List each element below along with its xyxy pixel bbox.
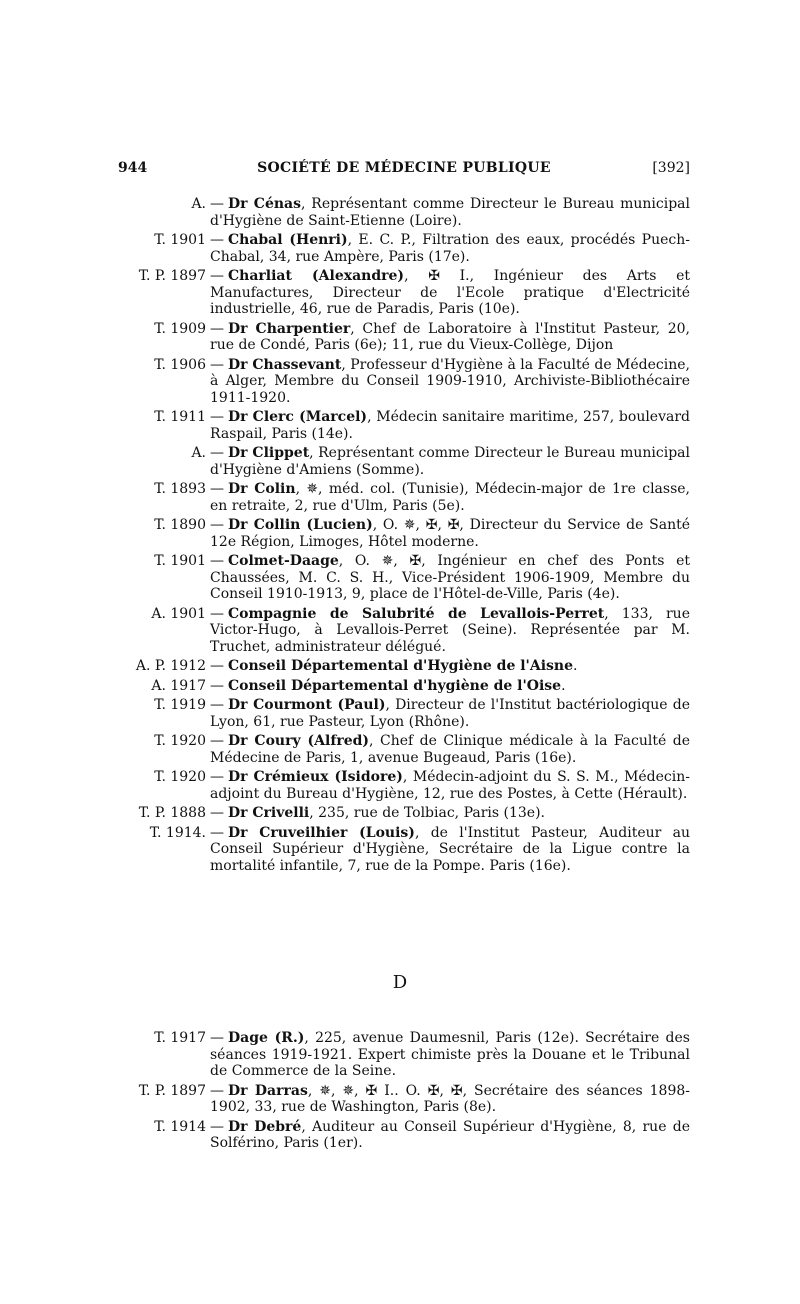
entry-text: , de l'Institut Pasteur, Auditeur au Conseil Supérieur d'Hygiène, Secrétaire de la Ligue contre la mortalité infantile, 7, rue de la Pompe. Paris (16e). bbox=[210, 824, 690, 874]
entry-text: , Directeur de l'Institut bactériologique de Lyon, 61, rue Pasteur, Lyon (Rhône). bbox=[210, 697, 690, 730]
page-header bbox=[118, 156, 690, 182]
entry-text: , Représentant comme Directeur le Bureau municipal d'Hygiène de Saint-Etienne (Loire). bbox=[210, 196, 690, 229]
entry-dash: — bbox=[210, 268, 224, 284]
entry-membership: A. 1917 bbox=[151, 677, 206, 694]
entry-membership: A. bbox=[191, 445, 206, 461]
list-item bbox=[118, 517, 690, 550]
entry-membership: T. 1901 bbox=[154, 232, 206, 248]
entry-dash: — bbox=[210, 409, 224, 425]
list-item bbox=[118, 321, 690, 354]
entry-name: Dage (R.) bbox=[228, 1030, 305, 1046]
list-item bbox=[118, 678, 690, 695]
page-ref: [392] bbox=[652, 160, 690, 176]
entry-body bbox=[206, 1083, 690, 1116]
entry-membership: T. 1890 bbox=[154, 517, 206, 533]
entry-text: , Professeur d'Hygiène à la Faculté de Médecine, à Alger, Membre du Conseil 1909-1910, Archiviste-Bibliothécaire 1911-1920. bbox=[210, 356, 690, 406]
list-item bbox=[118, 733, 690, 766]
entry-membership: T. 1909 bbox=[154, 320, 206, 337]
entry-text: , 225, avenue Daumesnil, Paris (12e). Secrétaire des séances 1919-1921. Expert chimiste près la Douane et le Tribunal de Commerce de la Seine. bbox=[210, 1030, 690, 1079]
entry-body bbox=[206, 517, 690, 550]
entry-membership: T. 1914. bbox=[149, 824, 206, 841]
entry-body bbox=[206, 232, 690, 265]
entry-body bbox=[206, 268, 690, 318]
entry-body bbox=[206, 606, 690, 656]
list-item bbox=[118, 553, 690, 603]
entry-text: , Représentant comme Directeur le Bureau municipal d'Hygiène d'Amiens (Somme). bbox=[210, 445, 690, 478]
entry-dash: — bbox=[210, 196, 224, 212]
entry-dash: — bbox=[210, 517, 224, 533]
entry-name: Conseil Départemental d'Hygiène de l'Aisne bbox=[228, 658, 573, 674]
list-item bbox=[118, 769, 690, 802]
entry-body bbox=[206, 769, 690, 802]
entry-dash: — bbox=[210, 677, 224, 694]
entry-text: , 133, rue Victor-Hugo, à Levallois-Perret (Seine). Représentée par M. Truchet, administrateur délégué. bbox=[210, 605, 690, 655]
entry-body bbox=[206, 805, 690, 822]
entry-name: Dr Courmont (Paul) bbox=[228, 697, 386, 713]
entry-membership: T. 1906 bbox=[154, 356, 206, 373]
entry-body bbox=[206, 1030, 690, 1080]
entry-membership: T. 1919 bbox=[154, 697, 206, 713]
list-item bbox=[118, 409, 690, 442]
entry-dash: — bbox=[210, 232, 224, 248]
entry-text: . bbox=[572, 658, 578, 674]
list-item bbox=[118, 196, 690, 229]
entry-name: Dr Clippet bbox=[228, 445, 310, 461]
list-item bbox=[118, 445, 690, 478]
entry-name: Chabal (Henri) bbox=[228, 232, 348, 248]
entry-name: Dr Darras bbox=[228, 1082, 308, 1099]
entry-membership: A. P. 1912 bbox=[135, 658, 206, 674]
entry-name: Conseil Départemental d'hygiène de l'Oise bbox=[228, 677, 562, 694]
entry-body bbox=[206, 196, 690, 229]
entry-dash: — bbox=[210, 1082, 224, 1099]
entry-body bbox=[206, 678, 690, 695]
list-item bbox=[118, 606, 690, 656]
entry-dash: — bbox=[210, 481, 224, 497]
list-item bbox=[118, 805, 690, 822]
list-item bbox=[118, 697, 690, 730]
list-item bbox=[118, 481, 690, 514]
entry-membership: A. 1901 bbox=[151, 605, 206, 622]
entry-text: , Auditeur au Conseil Supérieur d'Hygiène, 8, rue de Solférino, Paris (1er). bbox=[210, 1118, 690, 1151]
entry-name: Dr Chassevant bbox=[228, 356, 342, 373]
entry-name: Dr Coury (Alfred) bbox=[228, 733, 370, 749]
entry-text: , E. C. P., Filtration des eaux, procédés Puech-Chabal, 34, rue Ampère, Paris (17e). bbox=[210, 232, 690, 265]
entry-dash: — bbox=[210, 553, 224, 569]
list-item bbox=[118, 825, 690, 875]
list-item bbox=[118, 1119, 690, 1152]
entry-text: , ✠ I., Ingénieur des Arts et Manufactures, Directeur de l'Ecole pratique d'Electricité industrielle, 46, rue de Paradis, Paris (10e). bbox=[210, 268, 690, 317]
entry-text: . bbox=[561, 677, 566, 694]
entry-text: , Médecin-adjoint du S. S. M., Médecin-adjoint du Bureau d'Hygiène, 12, rue des Postes, à Cette (Hérault). bbox=[210, 769, 690, 802]
list-item bbox=[118, 268, 690, 318]
entry-membership: T. P. 1897 bbox=[138, 268, 206, 284]
entry-name: Dr Collin (Lucien) bbox=[228, 517, 373, 533]
list-item bbox=[118, 357, 690, 407]
entry-membership: T. 1917 bbox=[154, 1030, 206, 1046]
entry-dash: — bbox=[210, 733, 224, 749]
entry-body bbox=[206, 1119, 690, 1152]
entries-c-list bbox=[118, 196, 690, 877]
entry-name: Dr Colin bbox=[228, 481, 296, 497]
section-letter: D bbox=[392, 972, 408, 993]
list-item bbox=[118, 1030, 690, 1080]
entry-text: , Chef de Clinique médicale à la Faculté de Médecine de Paris, 1, avenue Bugeaud, Paris (16e). bbox=[210, 733, 690, 766]
entry-text: , ✵, méd. col. (Tunisie), Médecin-major de 1re classe, en retraite, 2, rue d'Ulm, Paris (5e). bbox=[210, 481, 690, 514]
entry-body bbox=[206, 697, 690, 730]
entry-body bbox=[206, 445, 690, 478]
entry-name: Dr Cruveilhier (Louis) bbox=[228, 824, 415, 841]
entry-dash: — bbox=[210, 769, 224, 785]
entry-dash: — bbox=[210, 824, 224, 841]
entry-body bbox=[206, 321, 690, 354]
list-item bbox=[118, 232, 690, 265]
entry-membership: T. 1920 bbox=[154, 769, 206, 785]
entry-name: Dr Crivelli bbox=[228, 805, 310, 821]
page-title: SOCIÉTÉ DE MÉDECINE PUBLIQUE bbox=[257, 160, 551, 176]
entry-name: Dr Debré bbox=[228, 1118, 302, 1135]
entry-name: Compagnie de Salubrité de Levallois-Perret bbox=[228, 605, 605, 622]
entry-text: , Médecin sanitaire maritime, 257, boulevard Raspail, Paris (14e). bbox=[210, 409, 691, 442]
entry-membership: T. P. 1897 bbox=[138, 1082, 206, 1099]
entry-name: Colmet-Daage bbox=[228, 553, 339, 569]
list-item bbox=[118, 658, 690, 675]
entry-name: Dr Crémieux (Isidore) bbox=[228, 769, 403, 785]
entry-membership: T. 1893 bbox=[154, 481, 206, 497]
entry-body bbox=[206, 357, 690, 407]
entry-dash: — bbox=[210, 1030, 224, 1046]
entry-membership: T. 1914 bbox=[154, 1118, 206, 1135]
entry-membership: T. P. 1888 bbox=[138, 805, 206, 821]
entry-text: , Chef de Laboratoire à l'Institut Pasteur, 20, rue de Condé, Paris (6e); 11, rue du Vieux-Collège, Dijon bbox=[210, 320, 690, 353]
entry-body bbox=[206, 481, 690, 514]
entry-body bbox=[206, 409, 690, 442]
entry-dash: — bbox=[210, 445, 224, 461]
entry-dash: — bbox=[210, 605, 224, 622]
entry-membership: T. 1911 bbox=[154, 409, 206, 425]
entry-body bbox=[206, 553, 690, 603]
page-number: 944 bbox=[118, 160, 148, 176]
entry-body bbox=[206, 825, 690, 875]
entry-dash: — bbox=[210, 658, 224, 674]
entry-body bbox=[206, 658, 690, 675]
entries-d-list bbox=[118, 1030, 690, 1155]
entry-membership: A. bbox=[191, 196, 206, 212]
entry-dash: — bbox=[210, 697, 224, 713]
entry-dash: — bbox=[210, 805, 224, 821]
entry-membership: T. 1901 bbox=[154, 553, 206, 569]
entry-name: Dr Cénas bbox=[228, 196, 301, 212]
entry-dash: — bbox=[210, 320, 224, 337]
entry-text: , O. ✵, ✠, ✠, Directeur du Service de Santé 12e Région, Limoges, Hôtel moderne. bbox=[210, 517, 691, 550]
entry-text: , ✵, ✵, ✠ I.. O. ✠, ✠, Secrétaire des séances 1898-1902, 33, rue de Washington, Paris (8e). bbox=[210, 1082, 690, 1115]
entry-dash: — bbox=[210, 1118, 224, 1135]
entry-name: Dr Clerc (Marcel) bbox=[228, 409, 368, 425]
entry-text: , O. ✵, ✠, Ingénieur en chef des Ponts et Chaussées, M. C. S. H., Vice-Président 1906-1909, Membre du Conseil 1910-1913, 9, place de l'Hôtel-de-Ville, Paris (4e). bbox=[210, 553, 690, 602]
entry-name: Dr Charpentier bbox=[228, 320, 351, 337]
list-item bbox=[118, 1083, 690, 1116]
entry-body bbox=[206, 733, 690, 766]
entry-membership: T. 1920 bbox=[154, 733, 206, 749]
entry-text: , 235, rue de Tolbiac, Paris (13e). bbox=[309, 805, 545, 821]
entry-dash: — bbox=[210, 356, 224, 373]
entry-name: Charliat (Alexandre) bbox=[228, 268, 405, 284]
